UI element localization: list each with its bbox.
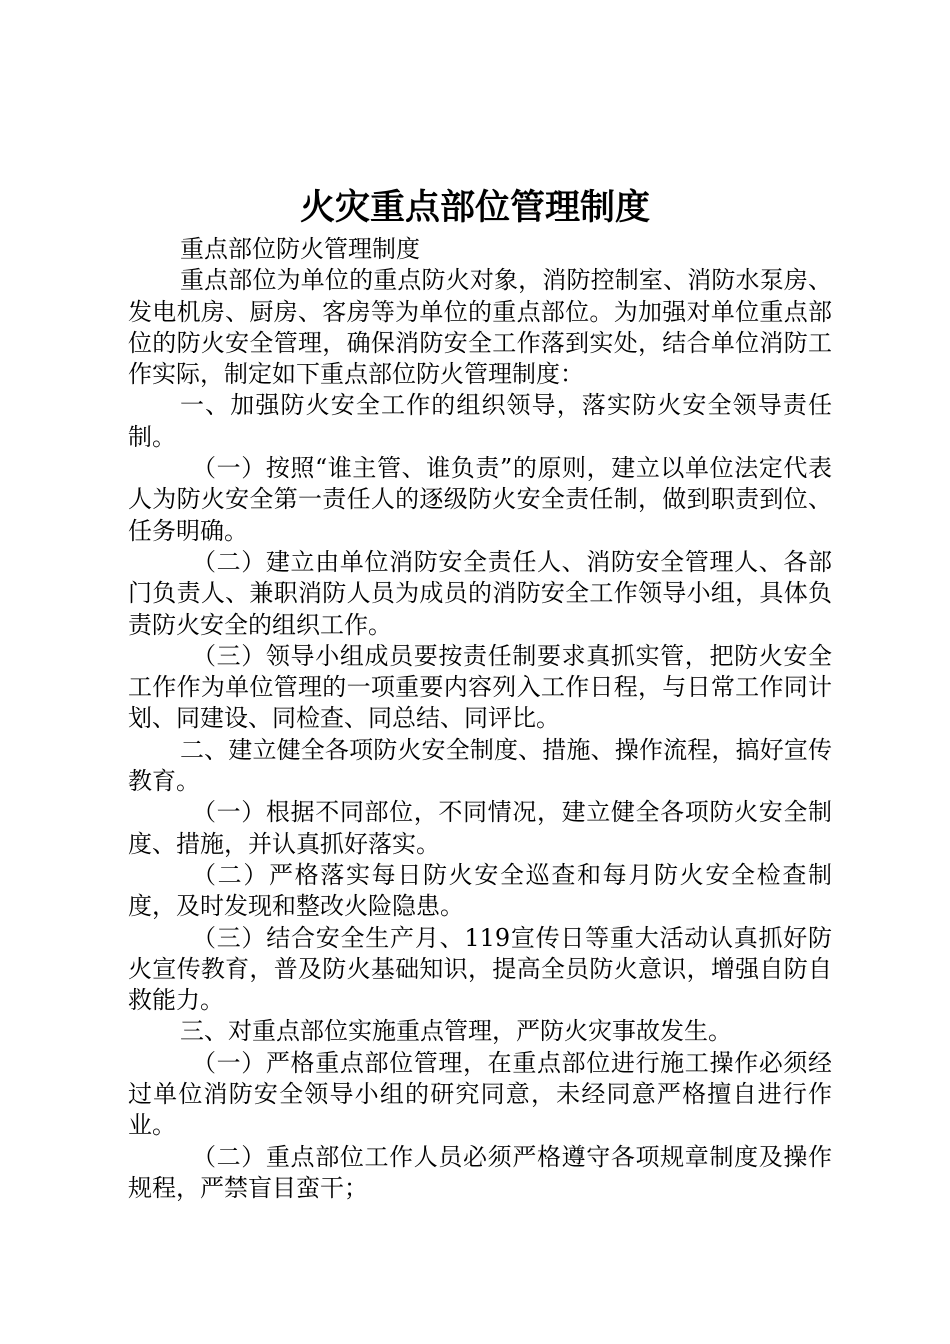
document-title: 火灾重点部位管理制度 [299, 188, 650, 228]
section-2-heading: 二、建立健全各项防火安全制度、措施、操作流程，搞好宣传教育。 [128, 735, 832, 796]
document-body [128, 234, 832, 1204]
section-1-item-2: （二）建立由单位消防安全责任人、消防安全管理人、各部门负责人、兼职消防人员为成员的消防安全工作领导小组，具体负责防火安全的组织工作。 [128, 547, 832, 639]
section-3-item-2: （二）重点部位工作人员必须严格遵守各项规章制度及操作规程，严禁盲目蛮干； [128, 1142, 832, 1202]
section-3-heading: 三、对重点部位实施重点管理，严防火灾事故发生。 [180, 1017, 732, 1046]
intro-paragraph: 重点部位为单位的重点防火对象，消防控制室、消防水泵房、发电机房、厨房、客房等为单位的重点部位。为加强对单位重点部位的防火安全管理，确保消防安全工作落到实处，结合单位消防工作实际，制定如下重点部位防火管理制度： [128, 266, 832, 389]
section-1-item-1: （一）按照“谁主管、谁负责”的原则，建立以单位法定代表人为防火安全第一责任人的逐级防火安全责任制，做到职责到位、任务明确。 [128, 454, 832, 545]
section-2-item-3: （三）结合安全生产月、119宣传日等重大活动认真抓好防火宣传教育，普及防火基础知识，提高全员防火意识，增强自防自救能力。 [128, 923, 832, 1015]
section-1-heading: 一、加强防火安全工作的组织领导，落实防火安全领导责任制。 [128, 391, 832, 451]
section-2-item-1: （一）根据不同部位，不同情况，建立健全各项防火安全制度、措施，并认真抓好落实。 [128, 798, 832, 858]
section-3-item-1: （一）严格重点部位管理，在重点部位进行施工操作必须经过单位消防安全领导小组的研究同意，未经同意严格擅自进行作业。 [128, 1048, 832, 1140]
section-1-item-3: （三）领导小组成员要按责任制要求真抓实管，把防火安全工作作为单位管理的一项重要内容列入工作日程，与日常工作同计划、同建设、同检查、同总结、同评比。 [128, 641, 832, 733]
subtitle-paragraph: 重点部位防火管理制度 [180, 235, 420, 263]
section-2-item-2: （二）严格落实每日防火安全巡查和每月防火安全检查制度，及时发现和整改火险隐患。 [128, 860, 832, 921]
